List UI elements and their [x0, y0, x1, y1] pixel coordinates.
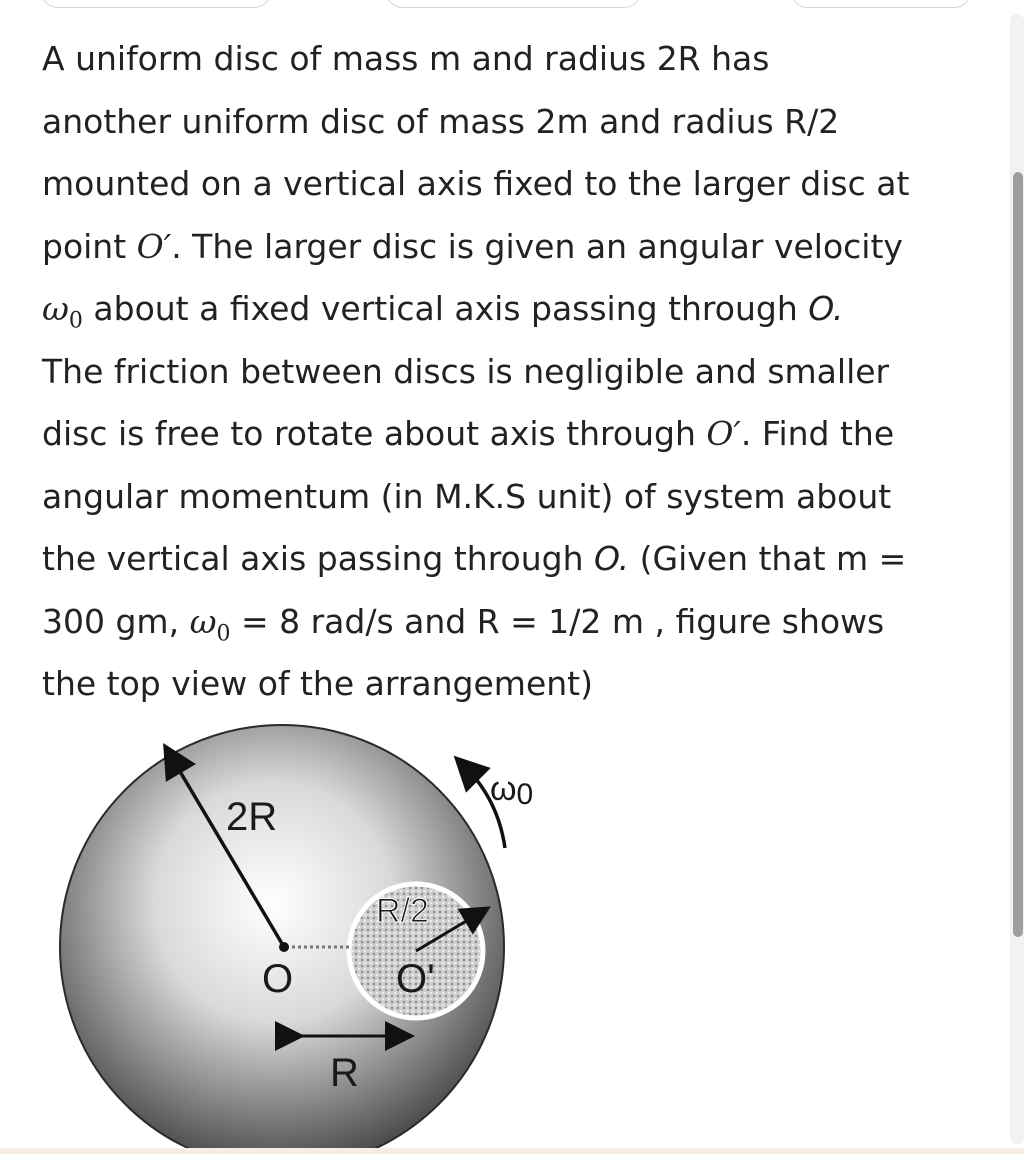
question-line-10: 300 gm, $\omega_0 = 8$ rad/s and R = 1/2 m , figure shows: [42, 601, 885, 647]
top-tab-left[interactable]: [40, 0, 272, 8]
label-o: O: [262, 957, 294, 1001]
question-line-2: another uniform disc of mass 2m and radius R/2: [42, 101, 840, 141]
question-line-3: mounted on a vertical axis fixed to the larger disc at: [42, 164, 910, 203]
math-omega-zero: $\omega_0$: [189, 601, 231, 647]
math-o-prime: O′: [136, 226, 172, 266]
question-line-7: disc is free to rotate about axis through O′. Find the: [42, 414, 895, 453]
question-line-1: A uniform disc of mass m and radius 2R has: [42, 39, 770, 78]
math-omega-zero: $\omega_0$: [42, 289, 83, 334]
question-line-4: point O′. The larger disc is given an angular velocity: [42, 226, 903, 266]
center-point-o: [279, 942, 289, 952]
top-tab-right[interactable]: [790, 0, 972, 8]
label-o-prime: O': [396, 957, 435, 1001]
disc-figure: [0, 700, 640, 1154]
label-r-half: R/2: [376, 892, 429, 930]
top-tab-middle[interactable]: [385, 0, 642, 8]
question-line-5: $\omega_0$ about a fixed vertical axis passing through O.: [42, 289, 844, 334]
math-o: O.: [594, 539, 630, 578]
disc-diagram: [0, 700, 640, 1154]
question-line-9: the vertical axis passing through O. (Given that m =: [42, 539, 907, 578]
question-line-8: angular momentum (in M.K.S unit) of system about: [42, 476, 892, 516]
label-2r: 2R: [226, 795, 278, 839]
math-o: O.: [808, 289, 844, 328]
question-line-6: The friction between discs is negligible and smaller: [42, 351, 890, 391]
question-text: [42, 28, 987, 716]
label-r: R: [330, 1051, 359, 1095]
math-o-prime: O′: [706, 414, 741, 453]
label-omega: ω0: [490, 770, 534, 811]
scrollbar-thumb[interactable]: [1013, 172, 1023, 937]
question-line-11: the top view of the arrangement): [42, 664, 593, 703]
bottom-band: [0, 1148, 1024, 1154]
